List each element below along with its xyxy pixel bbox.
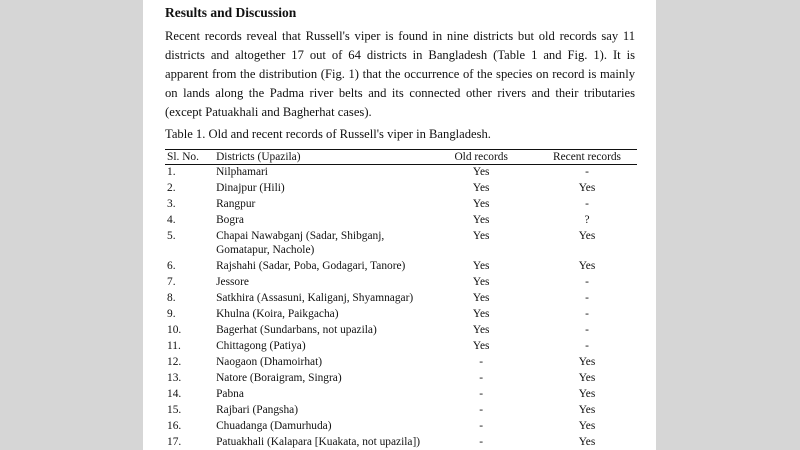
- cell-old: Yes: [472, 324, 490, 336]
- header-districts: Districts (Upazila): [214, 150, 425, 165]
- table-row: [165, 387, 637, 403]
- cell-recent: -: [585, 166, 589, 178]
- cell-recent: ?: [584, 214, 590, 226]
- header-sl-no: Sl. No.: [165, 150, 214, 165]
- cell-district: Rangpur: [216, 198, 256, 210]
- cell-sl: 9.: [167, 308, 176, 320]
- cell-old: -: [479, 436, 484, 448]
- table-row: [165, 275, 637, 291]
- cell-old: -: [479, 356, 484, 368]
- cell-sl: 11.: [167, 340, 181, 352]
- cell-sl: 2.: [167, 182, 176, 194]
- cell-district: Pabna: [216, 388, 244, 400]
- cell-recent: Yes: [578, 260, 596, 272]
- cell-recent: -: [585, 308, 589, 320]
- cell-recent: Yes: [578, 388, 596, 400]
- cell-district: Patuakhali (Kalapara [Kuakata, not upazila]): [216, 436, 421, 448]
- cell-district: Chittagong (Patiya): [216, 340, 306, 352]
- cell-recent: Yes: [578, 420, 596, 432]
- cell-sl: 7.: [167, 276, 176, 288]
- cell-old: -: [479, 388, 484, 400]
- results-paragraph: Recent records reveal that Russell's viper is found in nine districts but old records say 11 districts and altogether 17 out of 64 districts in Bangladesh (Table 1 and Fig. 1). It is apparent from the distribution (Fig. 1) that the occurrence of the species on record is mainly on lands along the Padma river belts and its connected other rivers and their tributaries (except Patuakhali and Bagherhat cases).: [165, 29, 635, 119]
- cell-district: Jessore: [216, 276, 249, 288]
- cell-old: Yes: [472, 182, 490, 194]
- cell-recent: Yes: [578, 182, 596, 194]
- cell-district: Dinajpur (Hili): [216, 182, 285, 194]
- table-row: [165, 339, 637, 355]
- cell-recent: -: [585, 292, 589, 304]
- cell-district: Khulna (Koira, Paikgacha): [216, 308, 339, 320]
- cell-sl: 12.: [167, 356, 182, 368]
- cell-recent: Yes: [578, 404, 596, 416]
- cell-old: -: [479, 420, 484, 432]
- cell-old: Yes: [472, 230, 490, 242]
- section-title: Results and Discussion: [165, 5, 297, 20]
- table-header-row: [165, 150, 637, 165]
- cell-old: Yes: [472, 214, 490, 226]
- table-row: [165, 165, 637, 182]
- cell-old: Yes: [472, 292, 490, 304]
- cell-sl: 5.: [167, 230, 176, 242]
- cell-district: Rajbari (Pangsha): [216, 404, 299, 416]
- table-row: [165, 197, 637, 213]
- cell-recent: -: [585, 198, 589, 210]
- cell-sl: 3.: [167, 198, 176, 210]
- cell-sl: 16.: [167, 420, 182, 432]
- table-row: [165, 371, 637, 387]
- table-row: [165, 403, 637, 419]
- cell-recent: Yes: [578, 230, 596, 242]
- header-old-records: Old records: [425, 150, 537, 165]
- table-row: [165, 419, 637, 435]
- header-recent-records: Recent records: [537, 150, 637, 165]
- cell-district: Bogra: [216, 214, 244, 226]
- cell-sl: 1.: [167, 166, 176, 178]
- cell-sl: 4.: [167, 214, 176, 226]
- cell-old: Yes: [472, 308, 490, 320]
- cell-recent: Yes: [578, 436, 596, 448]
- cell-recent: Yes: [578, 356, 596, 368]
- cell-sl: 8.: [167, 292, 176, 304]
- table-row: [165, 229, 637, 259]
- cell-district: Natore (Boraigram, Singra): [216, 372, 342, 384]
- cell-old: Yes: [472, 276, 490, 288]
- cell-old: Yes: [472, 198, 490, 210]
- table-row: [165, 259, 637, 275]
- cell-sl: 15.: [167, 404, 182, 416]
- cell-sl: 6.: [167, 260, 176, 272]
- cell-sl: 10.: [167, 324, 182, 336]
- table-row: [165, 181, 637, 197]
- cell-district: Chapai Nawabganj (Sadar, Shibganj, Gomatapur, Nachole): [216, 230, 385, 256]
- cell-recent: Yes: [578, 372, 596, 384]
- table-row: [165, 323, 637, 339]
- cell-district: Naogaon (Dhamoirhat): [216, 356, 323, 368]
- cell-old: Yes: [472, 340, 490, 352]
- cell-recent: -: [585, 340, 589, 352]
- cell-sl: 14.: [167, 388, 182, 400]
- cell-old: -: [479, 404, 484, 416]
- table-row: [165, 435, 637, 450]
- cell-sl: 13.: [167, 372, 182, 384]
- cell-old: -: [479, 372, 484, 384]
- cell-district: Satkhira (Assasuni, Kaliganj, Shyamnagar): [216, 292, 414, 304]
- cell-sl: 17.: [167, 436, 182, 448]
- table-caption: Table 1. Old and recent records of Russell's viper in Bangladesh.: [165, 127, 491, 141]
- cell-recent: -: [585, 324, 589, 336]
- cell-recent: -: [585, 276, 589, 288]
- table-row: [165, 307, 637, 323]
- table-row: [165, 213, 637, 229]
- cell-district: Bagerhat (Sundarbans, not upazila): [216, 324, 377, 336]
- table-row: [165, 355, 637, 371]
- document-page: [143, 0, 656, 450]
- records-table: [165, 149, 637, 450]
- cell-district: Nilphamari: [216, 166, 268, 178]
- cell-old: Yes: [472, 260, 490, 272]
- table-row: [165, 291, 637, 307]
- cell-district: Chuadanga (Damurhuda): [216, 420, 332, 432]
- cell-old: Yes: [472, 166, 490, 178]
- cell-district: Rajshahi (Sadar, Poba, Godagari, Tanore): [216, 260, 406, 272]
